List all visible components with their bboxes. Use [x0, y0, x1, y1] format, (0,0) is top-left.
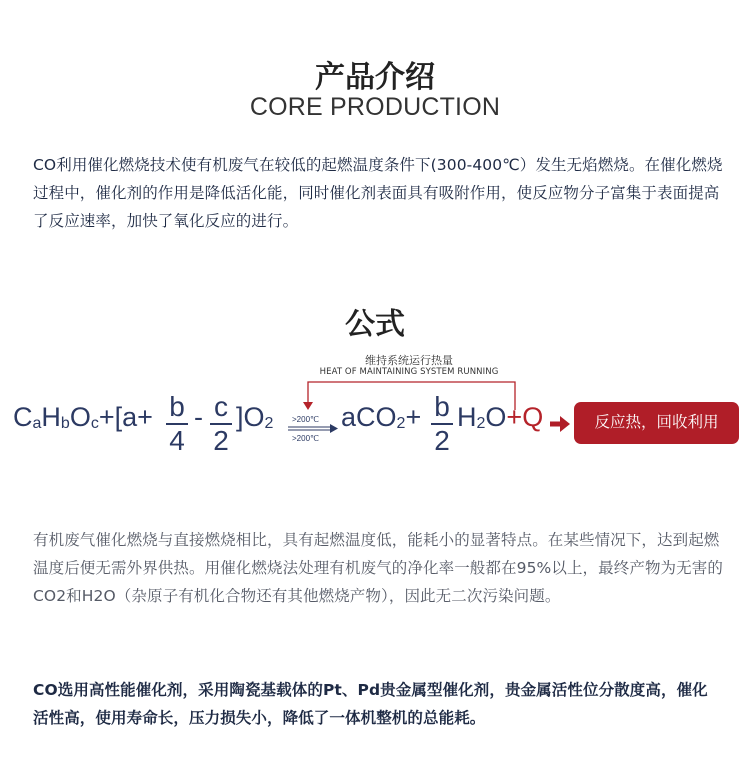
equation-oxygen: ]$O_2$ — [236, 402, 274, 432]
section-title-formula: 公式 — [345, 307, 405, 342]
chemical-equation — [0, 388, 750, 468]
equation-reactant: $C_aH_bO_c+[a+$ — [13, 402, 153, 432]
highlight-paragraph: CO选用高性能催化剂，采用陶瓷基载体的Pt、Pd贵金属型催化剂，贵金属活性位分散度高，催化活性高，使用寿命长，压力损失小，降低了一体机整机的总能耗。 — [33, 681, 708, 727]
condition-top: >200℃ — [292, 415, 320, 424]
heat-label-cn: 维持系统运行热量 — [365, 354, 453, 367]
section-subtitle-intro: CORE PRODUCTION — [249, 93, 501, 121]
reaction-arrow-icon — [288, 424, 338, 434]
fraction-b-over-2: b 2 — [431, 392, 453, 456]
intro-paragraph: CO利用催化燃烧技术使有机废气在较低的起燃温度条件下(300-400℃）发生无焰燃烧。在催化燃烧过程中，催化剂的作用是降低活化能，同时催化剂表面具有吸附作用，使反应物分子富集于表面提高了反应速率，加快了氧化反应的进行。 — [33, 156, 723, 230]
heat-label-en: HEAT OF MAINTAINING SYSTEM RUNNING — [319, 367, 499, 377]
reaction-heat-badge: 反应热，回收利用 — [574, 402, 739, 444]
equation-co2: aCO$_2$+ — [341, 402, 422, 432]
condition-bottom: >200℃ — [292, 434, 320, 443]
equation-h2o: $H_2O+Q$ — [457, 402, 544, 432]
arrow-right-icon — [550, 416, 572, 432]
fraction-c-over-2: c 2 — [210, 392, 232, 456]
fraction-b-over-4: b 4 — [166, 392, 188, 456]
equation-minus: - — [194, 402, 203, 432]
description-paragraph: 有机废气催化燃烧与直接燃烧相比，具有起燃温度低，能耗小的显著特点。在某些情况下，达到起燃温度后便无需外界供热。用催化燃烧法处理有机废气的净化率一般都在95%以上，最终产物为无害的CO2和H2O（杂原子有机化合物还有其他燃烧产物），因此无二次污染问题。 — [33, 531, 723, 605]
section-title-intro: 产品介绍 — [315, 60, 435, 95]
